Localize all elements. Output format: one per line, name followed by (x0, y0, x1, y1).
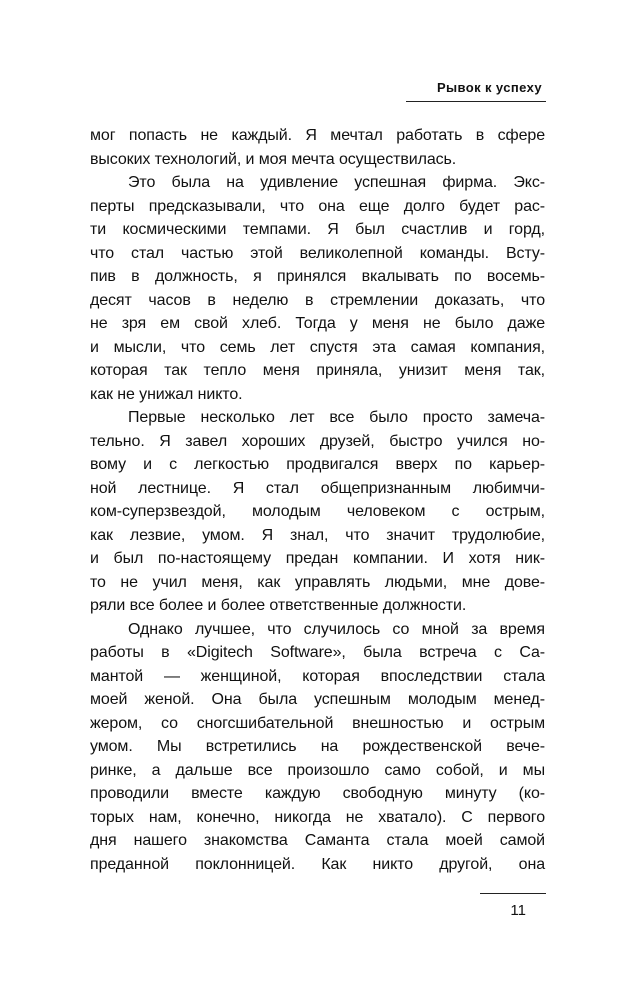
text-line: и был по-настоящему предан компании. И хотя ник- (90, 550, 545, 567)
running-header (386, 80, 546, 102)
text-line: десят часов в неделю в стремлении доказать, что (90, 291, 545, 309)
text-line: вому и с легкостью продвигался вверх по карьер- (90, 456, 545, 473)
text-line: то не учил меня, как управлять людьми, мне дове- (90, 573, 545, 591)
header-title: Рывок к успеху (436, 80, 542, 95)
text-line: и мысли, что семь лет спустя эта самая компания, (90, 338, 545, 356)
text-line: Однако лучшее, что случилось со мной за время (128, 620, 545, 638)
text-line: перты предсказывали, что она еще долго будет рас- (90, 197, 545, 215)
text-line: тельно. Я завел хороших друзей, быстро учился но- (90, 432, 545, 450)
text-line: высоких технологий, и моя мечта осуществилась. (90, 150, 457, 168)
text-line: ной лестнице. Я стал общепризнанным любимчи- (90, 479, 545, 497)
text-line: пив в должность, я принялся вкалывать по восемь- (90, 268, 545, 285)
text-line: ряли все более и более ответственные должности. (90, 597, 467, 614)
text-line: дня нашего знакомства Саманта стала моей самой (90, 832, 545, 849)
page-footer (426, 893, 546, 919)
text-line: умом. Мы встретились на рождественской вече- (90, 738, 545, 755)
text-line: как лезвие, умом. Я знал, что значит трудолюбие, (90, 526, 545, 544)
body-text (90, 124, 545, 876)
text-line: ком-суперзвездой, молодым человеком с острым, (90, 503, 545, 520)
footer-rule (480, 893, 546, 894)
text-line: Первые несколько лет все было просто замеча- (128, 409, 545, 426)
text-line: Это была на удивление успешная фирма. Экс- (128, 174, 545, 191)
text-line: не зря ем свой хлеб. Тогда у меня не было даже (90, 315, 545, 332)
text-line: моей женой. Она была успешным молодым менед- (90, 691, 545, 708)
text-line: мог попасть не каждый. Я мечтал работать в сфере (90, 127, 545, 144)
text-line: мантой — женщиной, которая впоследствии стала (90, 667, 545, 685)
text-line: проводили вместе каждую свободную минуту (ко- (90, 785, 545, 802)
text-line: преданной поклонницей. Как никто другой, она (90, 855, 545, 873)
text-line: что стал частью этой великолепной команды. Всту- (90, 244, 545, 262)
text-line: торых нам, конечно, никогда не хватало). С первого (90, 808, 545, 826)
page-number: 11 (510, 902, 526, 919)
text-line: работы в «Digitech Software», была встреча с Са- (90, 644, 545, 661)
text-line: как не унижал никто. (90, 385, 243, 403)
header-rule (406, 101, 546, 102)
text-line: ринке, а дальше все произошло само собой, и мы (90, 761, 545, 779)
text-line: жером, со сногсшибательной внешностью и острым (90, 714, 545, 732)
text-line: которая так тепло меня приняла, унизит меня так, (90, 362, 545, 379)
text-line: ти космическими темпами. Я был счастлив и горд, (90, 221, 545, 238)
